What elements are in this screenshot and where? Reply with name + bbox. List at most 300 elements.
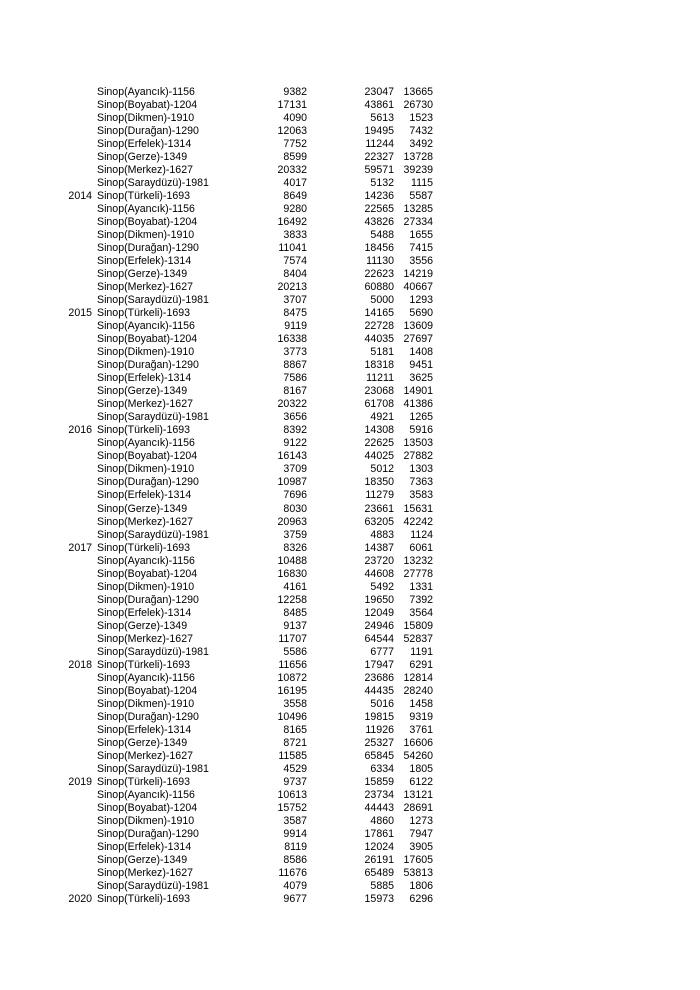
value-1-cell: 16195: [277, 684, 307, 697]
table-row: [0, 880, 700, 893]
value-3-cell: 5690: [409, 307, 433, 320]
value-3-cell: 14219: [403, 268, 433, 281]
value-3-cell: 6291: [409, 658, 433, 671]
table-row: [0, 841, 700, 854]
table-row: [0, 503, 700, 516]
district-name-cell: Sinop(Boyabat)-1204: [97, 801, 198, 814]
table-row: [0, 333, 700, 346]
table-row: [0, 633, 700, 646]
table-row: [0, 125, 700, 138]
value-1-cell: 3558: [283, 697, 307, 710]
value-3-cell: 7392: [409, 593, 433, 606]
value-3-cell: 13609: [403, 320, 433, 333]
value-2-cell: 5132: [370, 177, 394, 190]
value-2-cell: 23734: [364, 788, 394, 801]
table-row: [0, 789, 700, 802]
value-2-cell: 12024: [364, 840, 394, 853]
table-row: [0, 867, 700, 880]
table-row: [0, 86, 700, 99]
table-row: [0, 672, 700, 685]
value-2-cell: 44035: [364, 333, 394, 346]
district-name-cell: Sinop(Ayancık)-1156: [97, 203, 195, 216]
district-name-cell: Sinop(Türkeli)-1693: [97, 892, 191, 905]
district-name-cell: Sinop(Ayancık)-1156: [97, 554, 195, 567]
value-2-cell: 14165: [364, 307, 394, 320]
value-2-cell: 24946: [364, 619, 394, 632]
district-name-cell: Sinop(Gerze)-1349: [97, 619, 188, 632]
value-1-cell: 8721: [283, 736, 307, 749]
district-name-cell: Sinop(Dikmen)-1910: [97, 580, 195, 593]
value-2-cell: 5012: [370, 463, 394, 476]
district-name-cell: Sinop(Erfelek)-1314: [97, 840, 192, 853]
district-name-cell: Sinop(Boyabat)-1204: [97, 333, 198, 346]
value-1-cell: 8030: [283, 502, 307, 515]
value-3-cell: 3492: [409, 138, 433, 151]
value-3-cell: 9451: [409, 359, 433, 372]
table-row: [0, 294, 700, 307]
value-1-cell: 8119: [284, 840, 307, 853]
value-3-cell: 3905: [409, 840, 433, 853]
value-1-cell: 5586: [283, 645, 307, 658]
value-2-cell: 15973: [364, 892, 394, 905]
value-1-cell: 9914: [283, 827, 307, 840]
value-2-cell: 60880: [364, 281, 394, 294]
district-name-cell: Sinop(Merkez)-1627: [97, 164, 193, 177]
table-row: [0, 359, 700, 372]
value-3-cell: 1115: [411, 177, 433, 190]
table-row: [0, 568, 700, 581]
year-cell: 2016: [68, 424, 92, 437]
district-name-cell: Sinop(Saraydüzü)-1981: [97, 528, 209, 541]
value-3-cell: 41386: [403, 398, 433, 411]
value-3-cell: 1265: [409, 411, 433, 424]
value-2-cell: 23686: [364, 671, 394, 684]
value-3-cell: 28691: [403, 801, 433, 814]
table-row: [0, 281, 700, 294]
table-row: [0, 203, 700, 216]
value-2-cell: 18318: [364, 359, 394, 372]
value-1-cell: 10496: [277, 710, 307, 723]
value-3-cell: 13503: [403, 437, 433, 450]
district-name-cell: Sinop(Gerze)-1349: [97, 268, 188, 281]
value-1-cell: 7574: [283, 255, 307, 268]
value-3-cell: 1124: [410, 528, 433, 541]
value-1-cell: 8649: [283, 190, 307, 203]
district-name-cell: Sinop(Erfelek)-1314: [97, 372, 192, 385]
value-3-cell: 26730: [403, 99, 433, 112]
table-row: [0, 555, 700, 568]
value-2-cell: 5000: [370, 294, 394, 307]
district-name-cell: Sinop(Dikmen)-1910: [97, 463, 195, 476]
value-1-cell: 16492: [277, 216, 307, 229]
value-3-cell: 28240: [403, 684, 433, 697]
value-3-cell: 1655: [409, 229, 433, 242]
table-row: [0, 516, 700, 529]
table-row: [0, 112, 700, 125]
table-row: [0, 437, 700, 450]
district-name-cell: Sinop(Dikmen)-1910: [97, 814, 195, 827]
value-3-cell: 1331: [409, 580, 433, 593]
table-row: [0, 346, 700, 359]
value-2-cell: 11244: [365, 138, 394, 151]
value-2-cell: 61708: [364, 398, 394, 411]
table-row: [0, 255, 700, 268]
value-2-cell: 59571: [364, 164, 394, 177]
district-name-cell: Sinop(Ayancık)-1156: [97, 437, 195, 450]
district-name-cell: Sinop(Durağan)-1290: [97, 359, 199, 372]
value-2-cell: 6334: [370, 762, 394, 775]
district-name-cell: Sinop(Boyabat)-1204: [97, 99, 198, 112]
value-3-cell: 27882: [403, 450, 433, 463]
value-2-cell: 17861: [364, 827, 394, 840]
value-3-cell: 15809: [403, 619, 433, 632]
table-row: [0, 177, 700, 190]
table-row: [0, 372, 700, 385]
value-1-cell: 7696: [283, 489, 307, 502]
value-3-cell: 13232: [403, 554, 433, 567]
value-2-cell: 63205: [364, 515, 394, 528]
value-3-cell: 1523: [409, 112, 433, 125]
value-3-cell: 16606: [403, 736, 433, 749]
value-1-cell: 3587: [283, 814, 307, 827]
district-name-cell: Sinop(Gerze)-1349: [97, 736, 188, 749]
value-3-cell: 1458: [409, 697, 433, 710]
value-3-cell: 53813: [403, 866, 433, 879]
value-1-cell: 11656: [278, 658, 307, 671]
district-name-cell: Sinop(Durağan)-1290: [97, 242, 199, 255]
value-3-cell: 1806: [409, 879, 433, 892]
district-name-cell: Sinop(Dikmen)-1910: [97, 346, 195, 359]
value-2-cell: 11130: [366, 255, 394, 268]
value-3-cell: 9319: [409, 710, 433, 723]
year-cell: 2019: [68, 775, 92, 788]
value-3-cell: 17605: [403, 853, 433, 866]
year-cell: 2017: [68, 541, 92, 554]
table-row: [0, 620, 700, 633]
value-2-cell: 5492: [370, 580, 394, 593]
value-2-cell: 19495: [364, 125, 394, 138]
value-2-cell: 22625: [364, 437, 394, 450]
value-2-cell: 23661: [364, 502, 394, 515]
district-name-cell: Sinop(Türkeli)-1693: [97, 307, 191, 320]
table-row: [0, 659, 700, 672]
table-row: [0, 776, 700, 789]
value-3-cell: 54260: [403, 749, 433, 762]
district-name-cell: Sinop(Merkez)-1627: [97, 398, 193, 411]
value-2-cell: 44435: [364, 684, 394, 697]
value-3-cell: 1408: [409, 346, 433, 359]
value-3-cell: 1273: [409, 814, 433, 827]
table-row: [0, 242, 700, 255]
district-name-cell: Sinop(Türkeli)-1693: [97, 541, 191, 554]
district-name-cell: Sinop(Merkez)-1627: [97, 515, 193, 528]
district-name-cell: Sinop(Boyabat)-1204: [97, 684, 198, 697]
value-1-cell: 16830: [277, 567, 307, 580]
value-3-cell: 3583: [409, 489, 433, 502]
value-1-cell: 9280: [283, 203, 307, 216]
table-row: [0, 581, 700, 594]
value-2-cell: 5488: [370, 229, 394, 242]
table-row: [0, 489, 700, 502]
value-1-cell: 8404: [283, 268, 307, 281]
district-name-cell: Sinop(Durağan)-1290: [97, 593, 199, 606]
value-1-cell: 9137: [283, 619, 307, 632]
value-1-cell: 3709: [283, 463, 307, 476]
district-name-cell: Sinop(Merkez)-1627: [97, 866, 193, 879]
district-name-cell: Sinop(Saraydüzü)-1981: [97, 177, 209, 190]
district-name-cell: Sinop(Dikmen)-1910: [97, 229, 195, 242]
value-1-cell: 4529: [283, 762, 307, 775]
table-row: [0, 450, 700, 463]
value-2-cell: 44608: [364, 567, 394, 580]
value-1-cell: 20963: [277, 515, 307, 528]
value-1-cell: 8167: [283, 385, 307, 398]
district-name-cell: Sinop(Gerze)-1349: [97, 853, 188, 866]
value-1-cell: 10872: [277, 671, 307, 684]
table-row: [0, 607, 700, 620]
value-2-cell: 26191: [364, 853, 394, 866]
value-2-cell: 5016: [370, 697, 394, 710]
value-3-cell: 1805: [409, 762, 433, 775]
value-3-cell: 7947: [409, 827, 433, 840]
value-1-cell: 8326: [283, 541, 307, 554]
value-1-cell: 20332: [277, 164, 307, 177]
table-row: [0, 854, 700, 867]
value-3-cell: 27697: [403, 333, 433, 346]
value-3-cell: 13728: [403, 151, 433, 164]
value-1-cell: 4017: [283, 177, 307, 190]
value-1-cell: 4079: [283, 879, 307, 892]
district-name-cell: Sinop(Türkeli)-1693: [97, 424, 191, 437]
value-3-cell: 1191: [410, 645, 433, 658]
table-row: [0, 216, 700, 229]
value-1-cell: 8475: [283, 307, 307, 320]
district-name-cell: Sinop(Erfelek)-1314: [97, 138, 192, 151]
district-name-cell: Sinop(Dikmen)-1910: [97, 112, 195, 125]
district-name-cell: Sinop(Erfelek)-1314: [97, 489, 192, 502]
district-name-cell: Sinop(Saraydüzü)-1981: [97, 294, 209, 307]
value-1-cell: 20213: [277, 281, 307, 294]
value-3-cell: 7415: [409, 242, 433, 255]
value-2-cell: 11211: [366, 372, 394, 385]
table-row: [0, 424, 700, 437]
value-2-cell: 5181: [370, 346, 394, 359]
district-name-cell: Sinop(Saraydüzü)-1981: [97, 762, 209, 775]
district-name-cell: Sinop(Merkez)-1627: [97, 632, 193, 645]
value-2-cell: 11279: [365, 489, 394, 502]
table-row: [0, 99, 700, 112]
value-3-cell: 7363: [409, 476, 433, 489]
table-row: [0, 138, 700, 151]
table-row: [0, 307, 700, 320]
value-2-cell: 18350: [364, 476, 394, 489]
value-1-cell: 8392: [283, 424, 307, 437]
district-name-cell: Sinop(Durağan)-1290: [97, 827, 199, 840]
district-name-cell: Sinop(Merkez)-1627: [97, 749, 193, 762]
value-2-cell: 4860: [370, 814, 394, 827]
value-3-cell: 3625: [409, 372, 433, 385]
table-row: [0, 385, 700, 398]
district-name-cell: Sinop(Merkez)-1627: [97, 281, 193, 294]
value-3-cell: 13285: [403, 203, 433, 216]
value-3-cell: 3761: [409, 723, 433, 736]
district-name-cell: Sinop(Boyabat)-1204: [97, 216, 198, 229]
value-2-cell: 6777: [370, 645, 394, 658]
value-2-cell: 19650: [364, 593, 394, 606]
table-row: [0, 828, 700, 841]
value-1-cell: 3833: [283, 229, 307, 242]
district-name-cell: Sinop(Durağan)-1290: [97, 476, 199, 489]
district-name-cell: Sinop(Ayancık)-1156: [97, 671, 195, 684]
table-row: [0, 646, 700, 659]
value-2-cell: 22327: [364, 151, 394, 164]
value-1-cell: 9737: [283, 775, 307, 788]
value-1-cell: 3759: [283, 528, 307, 541]
year-cell: 2015: [68, 307, 92, 320]
value-3-cell: 1293: [409, 294, 433, 307]
table-row: [0, 320, 700, 333]
district-name-cell: Sinop(Türkeli)-1693: [97, 775, 191, 788]
district-name-cell: Sinop(Ayancık)-1156: [97, 788, 195, 801]
value-3-cell: 27778: [403, 567, 433, 580]
value-1-cell: 10613: [277, 788, 307, 801]
value-3-cell: 6122: [409, 775, 433, 788]
value-3-cell: 3564: [409, 606, 433, 619]
value-1-cell: 9122: [283, 437, 307, 450]
value-2-cell: 65489: [364, 866, 394, 879]
value-1-cell: 8485: [283, 606, 307, 619]
table-row: [0, 151, 700, 164]
table-row: [0, 685, 700, 698]
value-2-cell: 4921: [370, 411, 394, 424]
value-2-cell: 5885: [370, 879, 394, 892]
year-cell: 2020: [68, 892, 92, 905]
value-1-cell: 9677: [283, 892, 307, 905]
value-2-cell: 43826: [364, 216, 394, 229]
table-row: [0, 164, 700, 177]
value-2-cell: 15859: [364, 775, 394, 788]
value-1-cell: 11707: [278, 632, 307, 645]
value-3-cell: 13665: [403, 86, 433, 98]
table-row: [0, 594, 700, 607]
table-row: [0, 698, 700, 711]
value-2-cell: 64544: [364, 632, 394, 645]
value-1-cell: 3656: [283, 411, 307, 424]
value-3-cell: 15631: [403, 502, 433, 515]
value-1-cell: 8867: [283, 359, 307, 372]
value-3-cell: 12814: [403, 671, 433, 684]
district-name-cell: Sinop(Saraydüzü)-1981: [97, 645, 209, 658]
value-2-cell: 4883: [370, 528, 394, 541]
value-1-cell: 7752: [283, 138, 307, 151]
table-row: [0, 190, 700, 203]
value-1-cell: 17131: [277, 99, 307, 112]
value-1-cell: 16338: [277, 333, 307, 346]
value-2-cell: 22623: [364, 268, 394, 281]
table-row: [0, 893, 700, 906]
table-row: [0, 398, 700, 411]
value-1-cell: 15752: [277, 801, 307, 814]
district-name-cell: Sinop(Erfelek)-1314: [97, 255, 192, 268]
value-1-cell: 3773: [283, 346, 307, 359]
value-1-cell: 12063: [277, 125, 307, 138]
year-cell: 2014: [68, 190, 92, 203]
value-1-cell: 11041: [278, 242, 307, 255]
value-2-cell: 18456: [364, 242, 394, 255]
district-name-cell: Sinop(Ayancık)-1156: [97, 320, 195, 333]
value-2-cell: 23720: [364, 554, 394, 567]
value-2-cell: 44025: [364, 450, 394, 463]
table-row: [0, 411, 700, 424]
value-2-cell: 43861: [364, 99, 394, 112]
value-1-cell: 11676: [278, 866, 307, 879]
value-1-cell: 9382: [283, 86, 307, 98]
value-1-cell: 8165: [283, 723, 307, 736]
district-name-cell: Sinop(Boyabat)-1204: [97, 567, 198, 580]
table-row: [0, 463, 700, 476]
value-3-cell: 39239: [403, 164, 433, 177]
value-2-cell: 22565: [364, 203, 394, 216]
value-2-cell: 14308: [364, 424, 394, 437]
value-1-cell: 10488: [277, 554, 307, 567]
district-name-cell: Sinop(Durağan)-1290: [97, 125, 199, 138]
value-3-cell: 14901: [403, 385, 433, 398]
district-name-cell: Sinop(Gerze)-1349: [97, 385, 188, 398]
district-name-cell: Sinop(Türkeli)-1693: [97, 658, 191, 671]
value-2-cell: 65845: [364, 749, 394, 762]
value-3-cell: 3556: [409, 255, 433, 268]
value-2-cell: 14387: [364, 541, 394, 554]
value-1-cell: 4161: [283, 580, 307, 593]
value-3-cell: 5916: [409, 424, 433, 437]
value-1-cell: 7586: [283, 372, 307, 385]
table-row: [0, 815, 700, 828]
value-1-cell: 10987: [277, 476, 307, 489]
value-2-cell: 23068: [364, 385, 394, 398]
value-3-cell: 13121: [403, 788, 433, 801]
table-row: [0, 711, 700, 724]
table-row: [0, 229, 700, 242]
value-3-cell: 27334: [403, 216, 433, 229]
data-table: [0, 86, 700, 906]
value-2-cell: 19815: [364, 710, 394, 723]
value-1-cell: 11585: [278, 749, 307, 762]
table-row: [0, 529, 700, 542]
value-2-cell: 17947: [364, 658, 394, 671]
district-name-cell: Sinop(Gerze)-1349: [97, 151, 188, 164]
table-row: [0, 763, 700, 776]
value-2-cell: 22728: [364, 320, 394, 333]
value-3-cell: 1303: [409, 463, 433, 476]
value-1-cell: 4090: [283, 112, 307, 125]
table-row: [0, 476, 700, 489]
value-3-cell: 42242: [403, 515, 433, 528]
district-name-cell: Sinop(Gerze)-1349: [97, 502, 188, 515]
district-name-cell: Sinop(Türkeli)-1693: [97, 190, 191, 203]
value-2-cell: 11926: [365, 723, 394, 736]
district-name-cell: Sinop(Ayancık)-1156: [97, 86, 195, 98]
district-name-cell: Sinop(Saraydüzü)-1981: [97, 411, 209, 424]
value-3-cell: 6296: [409, 892, 433, 905]
district-name-cell: Sinop(Boyabat)-1204: [97, 450, 198, 463]
value-2-cell: 25327: [364, 736, 394, 749]
table-row: [0, 737, 700, 750]
table-row: [0, 542, 700, 555]
value-3-cell: 52837: [403, 632, 433, 645]
district-name-cell: Sinop(Erfelek)-1314: [97, 606, 192, 619]
value-2-cell: 14236: [364, 190, 394, 203]
value-3-cell: 7432: [409, 125, 433, 138]
